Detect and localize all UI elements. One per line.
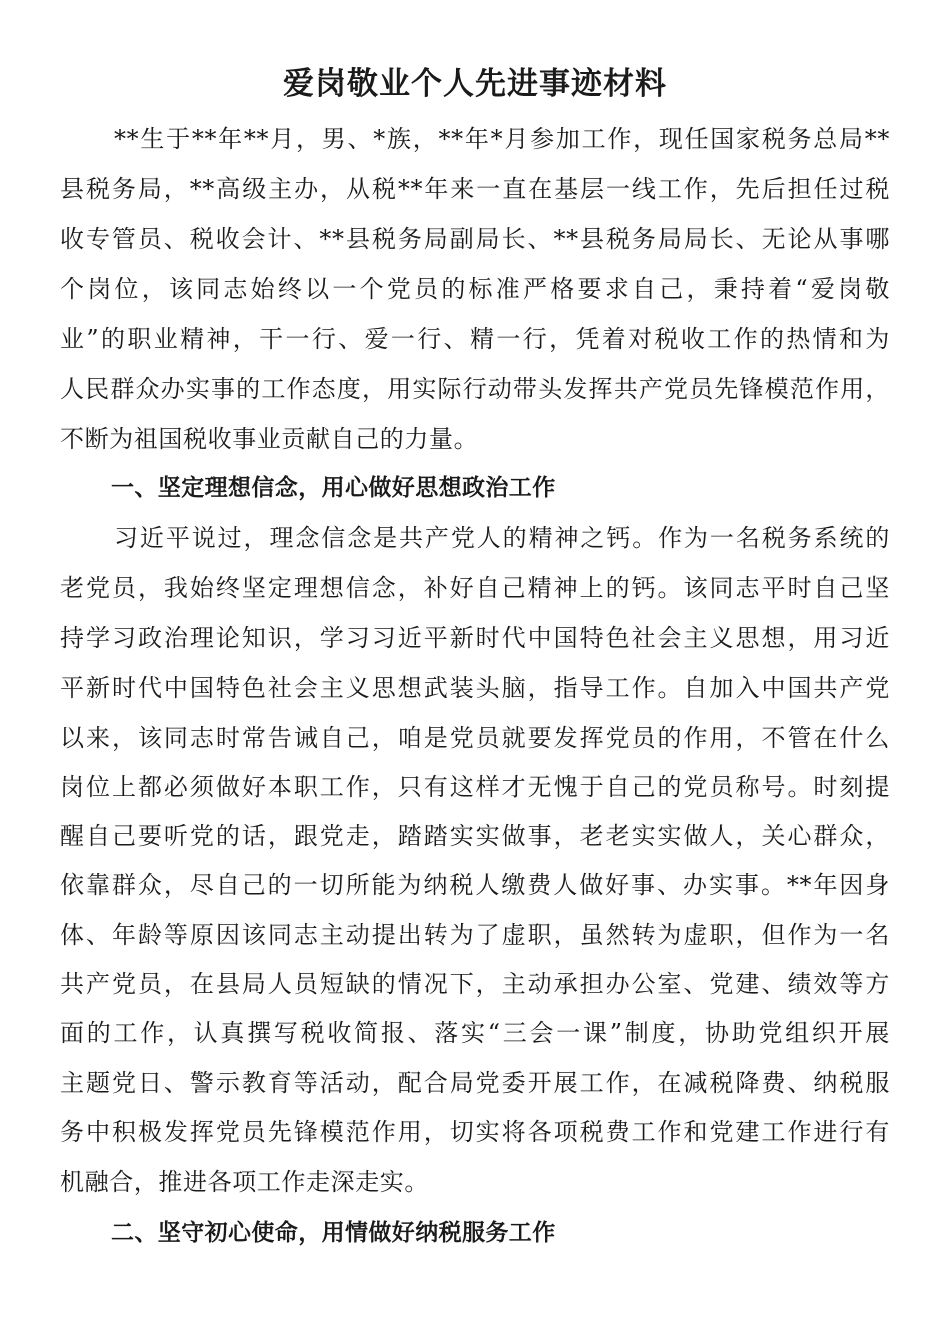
section1-line-7: 醒自己要听党的话，跟党走，踏踏实实做事，老老实实做人，关心群众， bbox=[60, 822, 890, 850]
section1-line-6: 岗位上都必须做好本职工作，只有这样才无愧于自己的党员称号。时刻提 bbox=[60, 773, 890, 801]
intro-line-1: **生于**年**月，男、*族，**年*月参加工作，现任国家税务总局** bbox=[114, 125, 890, 153]
section1-line-13: 务中积极发挥党员先锋模范作用，切实将各项税费工作和党建工作进行有 bbox=[60, 1118, 890, 1146]
section1-line-14: 机融合，推进各项工作走深走实。 bbox=[60, 1168, 429, 1196]
section-heading-2: 二、坚守初心使命，用情做好纳税服务工作 bbox=[111, 1220, 556, 1246]
section1-line-3: 持学习政治理论知识，学习习近平新时代中国特色社会主义思想，用习近 bbox=[60, 624, 890, 652]
section1-line-8: 依靠群众，尽自己的一切所能为纳税人缴费人做好事、办实事。**年因身 bbox=[60, 871, 890, 899]
section1-line-4: 平新时代中国特色社会主义思想武装头脑，指导工作。自加入中国共产党 bbox=[60, 674, 890, 702]
section1-line-12: 主题党日、警示教育等活动，配合局党委开展工作，在减税降费、纳税服 bbox=[60, 1069, 890, 1097]
intro-line-4: 个岗位，该同志始终以一个党员的标准严格要求自己，秉持着“爱岗敬 bbox=[60, 275, 890, 303]
section1-line-11: 面的工作，认真撰写税收简报、落实“三会一课”制度，协助党组织开展 bbox=[60, 1019, 890, 1047]
intro-line-5: 业”的职业精神，干一行、爱一行、精一行，凭着对税收工作的热情和为 bbox=[60, 325, 890, 353]
intro-line-6: 人民群众办实事的工作态度，用实际行动带头发挥共产党员先锋模范作用， bbox=[60, 375, 890, 403]
intro-line-3: 收专管员、税收会计、**县税务局副局长、**县税务局局长、无论从事哪 bbox=[60, 225, 890, 253]
document-title: 爱岗敬业个人先进事迹材料 bbox=[283, 66, 667, 102]
intro-line-2: 县税务局，**高级主办，从税**年来一直在基层一线工作，先后担任过税 bbox=[60, 175, 890, 203]
intro-line-7: 不断为祖国税收事业贡献自己的力量。 bbox=[60, 425, 479, 453]
section1-line-9: 体、年龄等原因该同志主动提出转为了虚职，虽然转为虚职，但作为一名 bbox=[60, 921, 890, 949]
section1-line-2: 老党员，我始终坚定理想信念，补好自己精神上的钙。该同志平时自己坚 bbox=[60, 574, 890, 602]
section1-line-1: 习近平说过，理念信念是共产党人的精神之钙。作为一名税务系统的 bbox=[114, 524, 890, 552]
section-heading-1: 一、坚定理想信念，用心做好思想政治工作 bbox=[111, 475, 556, 501]
section1-line-10: 共产党员，在县局人员短缺的情况下，主动承担办公室、党建、绩效等方 bbox=[60, 970, 890, 998]
section1-line-5: 以来，该同志时常告诫自己，咱是党员就要发挥党员的作用，不管在什么 bbox=[60, 724, 890, 752]
